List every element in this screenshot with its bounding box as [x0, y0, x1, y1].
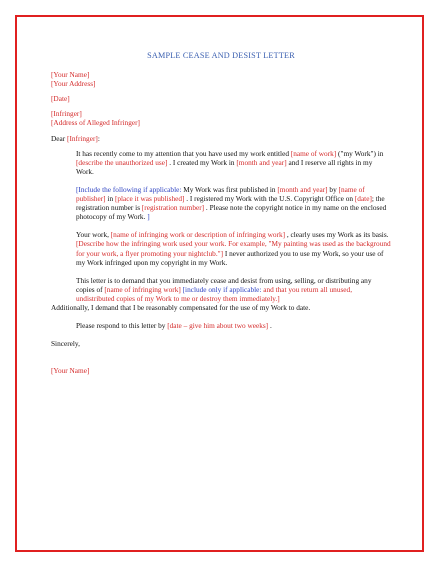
field-response-date: [date – give him about two weeks]	[167, 321, 269, 331]
field-registration-number: [registration number]	[141, 203, 205, 213]
signature-name: [Your Name]	[51, 366, 90, 376]
greeting: Dear [Infringer]:	[51, 133, 100, 143]
sender-address: [Your Address]	[51, 79, 96, 89]
paragraph-4: This letter is to demand that you immediately cease and desist from using, selling, or distributing any copies of [name of infringing work] [include only if applicable: and that you return all unused, undistributed copies of my Work to me or destroy them immediately.] Additionally, I demand that I be reasonably compensated for the use of my Work to date.	[51, 275, 372, 312]
note-if-applicable: [Include the following if applicable:	[76, 184, 182, 194]
paragraph-1: It has recently come to my attention that you have used my work entitled [name of work] ("my Work") in [describe the unauthorized use] . I created my Work in [month and year] and I reserve all rights in my Work.	[76, 148, 384, 176]
field-unauthorized-use: [describe the unauthorized use]	[76, 157, 168, 167]
greeting-name: [Infringer]	[67, 133, 98, 143]
note-include-if-applicable: [include only if applicable:	[182, 284, 262, 294]
letter-body	[51, 51, 391, 375]
letter-date: [Date]	[51, 94, 70, 104]
closing: Sincerely,	[51, 339, 80, 349]
paragraph-3: Your work, [name of infringing work or description of infringing work] , clearly uses my Work as its basis. [Describe how the infringing work used your work. For example, "My painting was used as the background for your work, a flyer promoting your nightclub."] I never authorized you to use my Work, so your use of my Work infringed upon my copyright in my Work.	[76, 230, 391, 267]
letter-title: SAMPLE CEASE AND DESIST LETTER	[147, 51, 295, 60]
sender-name: [Your Name]	[51, 70, 90, 80]
field-place-published: [place it was published]	[114, 194, 185, 204]
field-name-of-work: [name of work]	[290, 148, 337, 158]
field-month-year: [month and year]	[236, 157, 287, 167]
recipient-address: [Address of Alleged Infringer]	[51, 118, 140, 128]
recipient-name: [Infringer]	[51, 109, 82, 119]
field-infringing-work: [name of infringing work or description of infringing work]	[110, 230, 286, 240]
field-registration-date: [date]	[354, 194, 372, 204]
field-describe-use: [Describe how the infringing work used your work. For example, "My painting was used as the background for your work, a flyer promoting your nightclub."]	[76, 239, 391, 258]
paragraph-5: Please respond to this letter by [date – give him about two weeks] .	[76, 321, 272, 331]
field-publisher: [name of publisher]	[76, 184, 365, 204]
paragraph-2: [Include the following if applicable: My Work was first published in [month and year] by [name of publisher] in [place it was published] . I registered my Work with the U.S. Copyright Office on [date]; the registration number is [registration number] . Please note the copyright notice in my name on the enclosed photocopy of my Work. ]	[76, 184, 387, 222]
